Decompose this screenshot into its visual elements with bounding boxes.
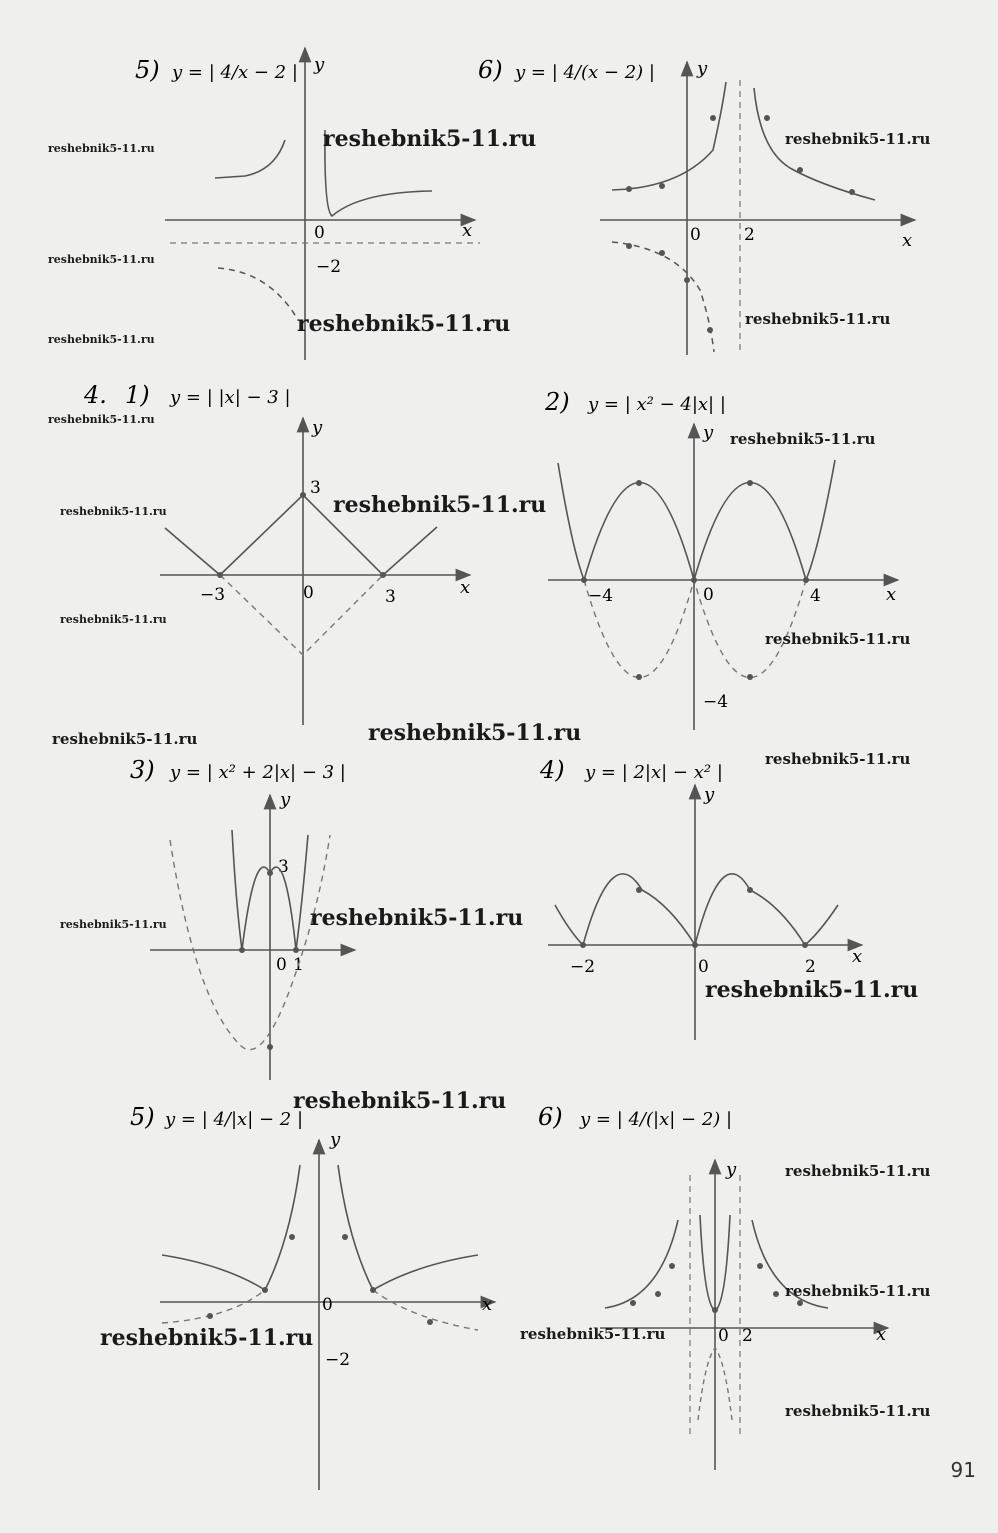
tick-label: 0 (698, 957, 709, 977)
watermark: reshebnik5-11.ru (520, 1325, 666, 1343)
graph-formula: y = | 4/x − 2 | (172, 62, 298, 83)
tick-label: 0 (718, 1326, 729, 1346)
graph-dashed (170, 835, 330, 1050)
graph-label: 6) (538, 1103, 563, 1131)
watermark: reshebnik5-11.ru (765, 750, 911, 768)
graph-formula: y = | 2|x| − x² | (585, 762, 723, 783)
tick-label: 2 (805, 957, 816, 977)
tick-label: 0 (690, 225, 701, 245)
tick-label: 3 (310, 478, 321, 498)
graph-label: 5) (135, 56, 160, 84)
graph-solid (558, 460, 835, 580)
x-axis-label: x (876, 1324, 887, 1345)
watermark: reshebnik5-11.ru (368, 720, 582, 746)
curve-left (215, 140, 285, 178)
watermark: reshebnik5-11.ru (48, 142, 155, 155)
tick-label: −2 (316, 257, 342, 277)
tick-label: 1 (293, 955, 304, 975)
x-axis-label: x (460, 577, 471, 598)
graph-label: 4) (540, 756, 565, 784)
watermark: reshebnik5-11.ru (48, 413, 155, 426)
watermark: reshebnik5-11.ru (60, 918, 167, 931)
tick-label: 3 (278, 857, 289, 877)
y-axis-label: y (697, 58, 708, 79)
curve-mid-right (716, 1215, 730, 1310)
graph-label: 6) (478, 56, 503, 84)
tick-label: 0 (322, 1295, 333, 1315)
tick-label: 0 (276, 955, 287, 975)
watermark: reshebnik5-11.ru (323, 126, 537, 152)
graph-dashed (584, 580, 806, 678)
y-axis-label: y (704, 784, 715, 805)
tick-label: −4 (703, 692, 729, 712)
watermark: reshebnik5-11.ru (705, 977, 919, 1003)
curve-far-left (605, 1220, 678, 1308)
curve-right (338, 1165, 478, 1290)
tick-label: 0 (703, 585, 714, 605)
watermark: reshebnik5-11.ru (310, 905, 524, 931)
watermark: reshebnik5-11.ru (297, 311, 511, 337)
tick-label: 4 (810, 586, 821, 606)
watermark: reshebnik5-11.ru (293, 1088, 507, 1114)
graph-dashed (220, 575, 383, 655)
graph-label: 2) (545, 388, 570, 416)
y-axis-label: y (280, 789, 291, 810)
watermark: reshebnik5-11.ru (785, 1282, 931, 1300)
tick-label: −3 (200, 585, 226, 605)
watermark: reshebnik5-11.ru (785, 130, 931, 148)
x-axis-label: x (462, 220, 473, 241)
watermark: reshebnik5-11.ru (60, 613, 167, 626)
graph-formula: y = | x² − 4|x| | (588, 394, 726, 415)
tick-label: −2 (325, 1350, 351, 1370)
y-axis-label: y (314, 54, 325, 75)
y-axis-label: y (703, 422, 714, 443)
curve-dashed (218, 268, 298, 320)
watermark: reshebnik5-11.ru (785, 1162, 931, 1180)
watermark: reshebnik5-11.ru (60, 505, 167, 518)
watermark: reshebnik5-11.ru (48, 253, 155, 266)
graph-label: 5) (130, 1103, 155, 1131)
x-axis-label: x (902, 230, 913, 251)
graph-formula: y = | 4/(x − 2) | (515, 62, 655, 83)
graph-formula: y = | 4/(|x| − 2) | (580, 1109, 733, 1130)
graph-label: 1) (125, 381, 150, 409)
graph-solid (555, 874, 838, 945)
curve-left (162, 1165, 300, 1290)
graph-5b (130, 1103, 495, 1490)
tick-label: 3 (385, 587, 396, 607)
watermark: reshebnik5-11.ru (100, 1325, 314, 1351)
y-axis-label: y (312, 417, 323, 438)
y-axis-label: y (726, 1159, 737, 1180)
x-axis-label: x (886, 584, 897, 605)
x-axis-label: x (852, 946, 863, 967)
watermark: reshebnik5-11.ru (745, 310, 891, 328)
graph-formula: y = | |x| − 3 | (170, 387, 291, 408)
curve-left (612, 82, 726, 190)
curve-mid-left (700, 1215, 714, 1310)
graph-formula: y = | 4/|x| − 2 | (165, 1109, 304, 1130)
page-number: 91 (950, 1458, 976, 1482)
graph-label: 3) (130, 756, 155, 784)
watermark: reshebnik5-11.ru (730, 430, 876, 448)
watermark: reshebnik5-11.ru (52, 730, 198, 748)
watermark: reshebnik5-11.ru (48, 333, 155, 346)
problem-number: 4. (84, 381, 107, 409)
watermark: reshebnik5-11.ru (765, 630, 911, 648)
graph-1 (125, 381, 470, 725)
watermark: reshebnik5-11.ru (333, 492, 547, 518)
graph-formula: y = | x² + 2|x| − 3 | (170, 762, 346, 783)
watermark: reshebnik5-11.ru (785, 1402, 931, 1420)
tick-label: 2 (744, 225, 755, 245)
tick-label: −4 (588, 586, 614, 606)
tick-label: 0 (303, 583, 314, 603)
x-axis-label: x (482, 1294, 493, 1315)
tick-label: 2 (742, 1326, 753, 1346)
y-axis-label: y (330, 1129, 341, 1150)
tick-label: 0 (314, 223, 325, 243)
curve-dashed (612, 242, 714, 352)
tick-label: −2 (570, 957, 596, 977)
